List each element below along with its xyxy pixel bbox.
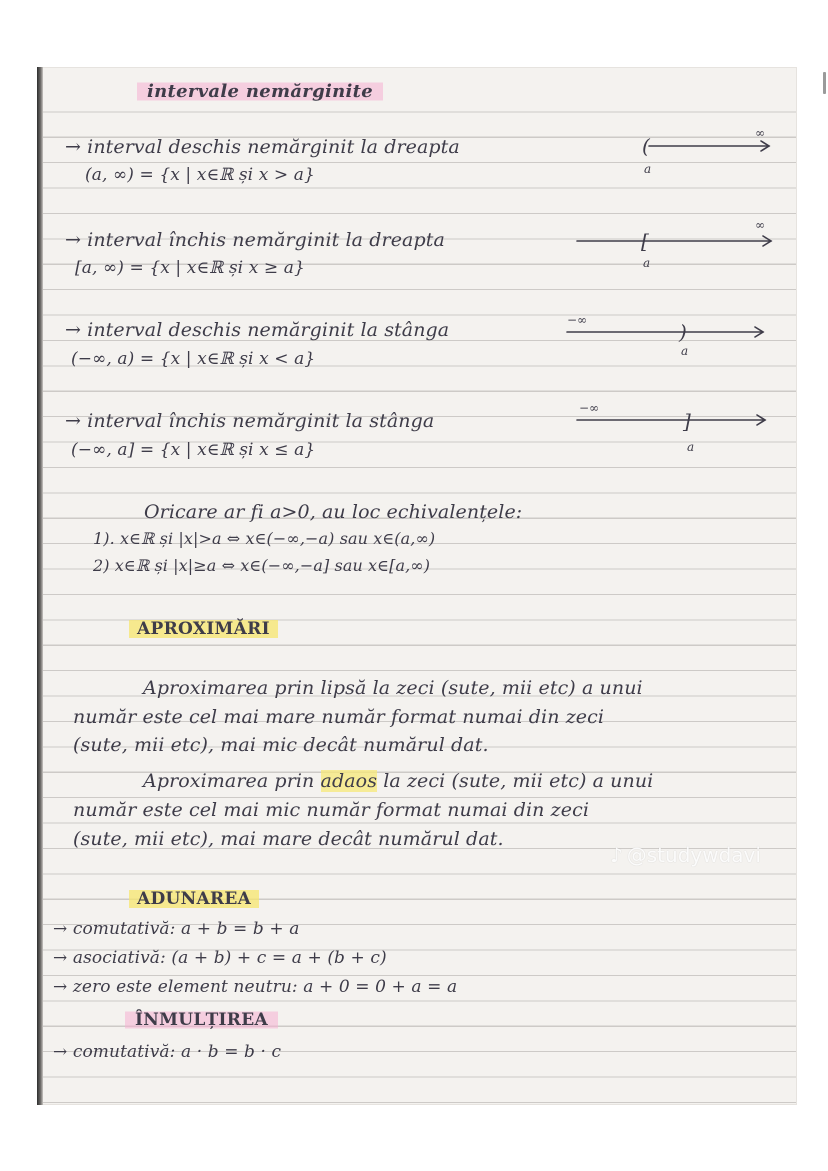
interval-4-formula: (−∞, a] = {x | x∈ℝ și x ≤ a}	[71, 440, 316, 460]
aproximari-p1-line-1: Aproximarea prin lipsă la zeci (sute, mii etc) a unui	[143, 677, 643, 699]
number-line-4	[561, 403, 781, 459]
adunarea-item-1: → comutativă: a + b = b + a	[53, 919, 300, 939]
point-label: a	[681, 344, 689, 358]
interval-2-label: → interval închis nemărginit la dreapta	[65, 229, 445, 251]
number-line-2	[575, 219, 787, 271]
closed-bracket-marker: [	[641, 229, 649, 253]
adunarea-item-2: → asociativă: (a + b) + c = a + (b + c)	[53, 948, 387, 968]
page-binding	[37, 67, 43, 1105]
tiktok-logo-icon: ♪	[610, 843, 623, 867]
number-line-3	[561, 315, 781, 365]
interval-3-formula: (−∞, a) = {x | x∈ℝ și x < a}	[71, 349, 316, 369]
interval-2-formula: [a, ∞) = {x | x∈ℝ și x ≥ a}	[75, 258, 305, 278]
aproximari-p1-line-3: (sute, mii etc), mai mic decât numărul dat.	[73, 734, 489, 756]
inmultirea-heading-text: ÎNMULȚIREA	[125, 1010, 278, 1030]
open-bracket-marker: (	[642, 134, 650, 158]
adunarea-heading-text: ADUNAREA	[129, 889, 259, 909]
notebook-page	[37, 67, 797, 1105]
open-bracket-marker: )	[679, 320, 687, 344]
equivalence-2: 2) x∈ℝ și |x|≥a ⇔ x∈(−∞,−a] sau x∈[a,∞)	[93, 556, 431, 575]
interval-4-label: → interval închis nemărginit la stânga	[65, 410, 435, 432]
inmultirea-heading	[125, 1010, 278, 1030]
interval-1-formula: (a, ∞) = {x | x∈ℝ și x > a}	[85, 165, 315, 185]
page-title-text: intervale nemărginite	[137, 81, 383, 102]
interval-1-label: → interval deschis nemărginit la dreapta	[65, 136, 460, 158]
watermark-handle: @studywdavi	[626, 843, 761, 867]
aproximari-heading	[129, 619, 278, 639]
point-label: a	[687, 440, 695, 454]
inmultirea-item-1: → comutativă: a · b = b · c	[53, 1042, 282, 1062]
inf-label: ∞	[755, 129, 765, 140]
adunarea-item-3: → zero este element neutru: a + 0 = 0 + a = a	[53, 977, 458, 997]
equivalence-1: 1). x∈ℝ și |x|>a ⇔ x∈(−∞,−a) sau x∈(a,∞)	[93, 529, 436, 548]
aproximari-p2-text-pre: Aproximarea prin	[143, 770, 321, 792]
inf-label: ∞	[755, 219, 765, 232]
closed-bracket-marker: ]	[683, 409, 691, 433]
aproximari-p2-line-2: număr este cel mai mic număr format numai din zeci	[73, 799, 590, 821]
interval-3-label: → interval deschis nemărginit la stânga	[65, 319, 450, 341]
aproximari-p2-line-1	[143, 770, 653, 792]
edge-mark	[823, 72, 826, 94]
point-label: a	[643, 256, 651, 270]
aproximari-p2-text-post: la zeci (sute, mii etc) a unui	[377, 770, 654, 792]
adaos-highlight: adaos	[320, 770, 378, 792]
equivalences-intro: Oricare ar fi a>0, au loc echivalențele:	[144, 501, 523, 523]
aproximari-heading-text: APROXIMĂRI	[129, 619, 278, 639]
aproximari-p1-line-2: număr este cel mai mare număr format numai din zeci	[73, 706, 605, 728]
aproximari-p2-line-3: (sute, mii etc), mai mare decât numărul dat.	[73, 828, 504, 850]
number-line-1	[637, 129, 787, 181]
adunarea-heading	[129, 889, 259, 909]
point-label: a	[644, 162, 652, 176]
inf-label: −∞	[579, 403, 600, 415]
page-title	[137, 81, 383, 102]
tiktok-watermark	[610, 843, 761, 867]
inf-label: −∞	[567, 315, 588, 327]
